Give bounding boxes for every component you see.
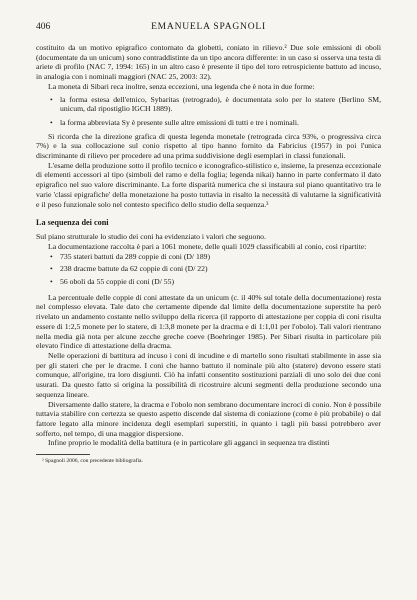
list-item-text: 735 stateri battuti da 289 coppie di coni (D/ 189) xyxy=(60,251,211,261)
list-item xyxy=(36,264,381,277)
running-head: EMANUELA SPAGNOLI xyxy=(151,22,266,32)
paragraph-1: costituito da un motivo epigrafico contornato da globetti, coniato in rilievo.² Due sole emissioni di oboli (documentate da un unicum) sono contraddistinte da un tipo ancora differente: in un caso si osserva una testa di ariete di profilo (NAC 7, 1994: 165) in un altro caso è presente il tipo del toro retrospiciente battuto ad incuso, in analogia con i nominali maggiori (NAC 25, 2003: 32). xyxy=(36,43,381,82)
paragraph-2: La moneta di Sibari reca inoltre, senza eccezioni, una legenda che è nota in due forme: xyxy=(48,81,315,91)
section-title: La sequenza dei coni xyxy=(36,218,109,228)
paragraph-6: La documentazione raccolta è pari a 1061 monete, delle quali 1029 classificabili al conio, così ripartite: xyxy=(48,241,367,251)
list-item-text: 238 dracme battute da 62 coppie di coni (D/ 22) xyxy=(60,264,208,274)
bullet-mark: • xyxy=(50,251,53,261)
bullet-mark: • xyxy=(50,277,53,287)
list-item-text: 56 oboli da 55 coppie di coni (D/ 55) xyxy=(60,277,175,287)
list-item xyxy=(36,252,381,265)
list-item xyxy=(36,95,381,114)
list-item-text: la forma abbreviata Sy è presente sulle altre emissioni di tutti e tre i nominali. xyxy=(60,117,299,127)
page-number: 406 xyxy=(36,22,51,32)
coin-die-list xyxy=(36,252,381,290)
paragraph-7: La percentuale delle coppie di coni attestate da un unicum (c. il 40% sul totale della documentazione) resta nel complesso elevata. Tale dato che certamente dipende dal limite della documentazione superstite ha però rivelato un andamento costante nello sviluppo della ricerca (il rapporto di attestazione per coppia di coni risulta essere di 1:2,5 monete per lo statere, di 1:3,8 monete per la dracma e di 1:1,01 per l'obolo). Tali valori rientrano nella media già nota per alcune zecche greche coeve (Boehringer 1985). Per Sibari risulta in particolare più elevato l'indice di attestazione della dracma. xyxy=(36,292,381,351)
list-item-text: la forma estesa dell'etnico, Sybaritas (retrogrado), è documentata solo per lo statere (Berlino SM, unicum, dal ripostiglio IGCH 1889). xyxy=(60,94,381,114)
list-item xyxy=(36,277,381,290)
bullet-mark: • xyxy=(50,94,53,104)
paragraph-9: Diversamente dallo statere, la dracma e l'obolo non sembrano documentare incroci di conio. Non è possibile tuttavia stabilire con certezza se questo aspetto discende dal sistema di coniazione (come è più probabile) o dal fattore legato alla minore incidenza degli esemplari superstiti, in quanto i tagli più bassi potrebbero aver sofferto, nel tempo, di una maggior dispersione. xyxy=(36,399,381,438)
bullet-mark: • xyxy=(50,117,53,127)
paragraph-3: Si ricorda che la direzione grafica di questa legenda monetale (retrograda circa 93%, o progressiva circa 7%) e la sua collocazione sul conio rispetto al tipo hanno fornito da Fabricius (1957) in poi l'unica discriminante di rilievo per procedere ad una prima suddivisione degli esemplari in classi funzionali. xyxy=(36,131,381,161)
paragraph-10: Infine proprio le modalità della battitura (e in particolare gli agganci in sequenza tra distinti xyxy=(48,438,330,448)
paragraph-5: Sul piano strutturale lo studio dei coni ha evidenziato i valori che seguono. xyxy=(36,232,266,242)
list-item xyxy=(36,118,381,128)
page-header xyxy=(36,22,381,36)
paragraph-8: Nelle operazioni di battitura ad incuso i coni di incudine e di martello sono risultati stabilmente in asse sia per gli stateri che per le dracme. I coni che hanno battuto il nominale più alto (statere) devono essere stati comunque, all'origine, tra loro disgiunti. Ciò ha infatti consentito sostituzioni parziali di uno solo dei due coni usurati. Da questo fatto si origina la possibilità di ricostruire alcuni segmenti della produzione secondo una sequenza lineare. xyxy=(36,350,381,399)
bullet-mark: • xyxy=(50,264,53,274)
footnote-divider xyxy=(36,454,90,455)
footnote: ² Spagnoli 2006, con precedente bibliografia. xyxy=(42,458,143,465)
paragraph-4: L'esame della produzione sotto il profilo tecnico e iconografico-stilistico e, insieme, la presenza eccezionale di elementi accessori al tipo (simboli del ramo e della foglia; legenda nikai) hanno in parte confermato il dato epigrafico nel suo valore discriminante. La forte disparità numerica che si instaura sul piano quantitativo tra le varie 'classi epigrafiche' della monetazione ha posto tuttavia in risalto la necessità di valutarne la significatività e il peso funzionale solo nel contesto specifico dello studio della sequenza.³ xyxy=(36,160,381,209)
